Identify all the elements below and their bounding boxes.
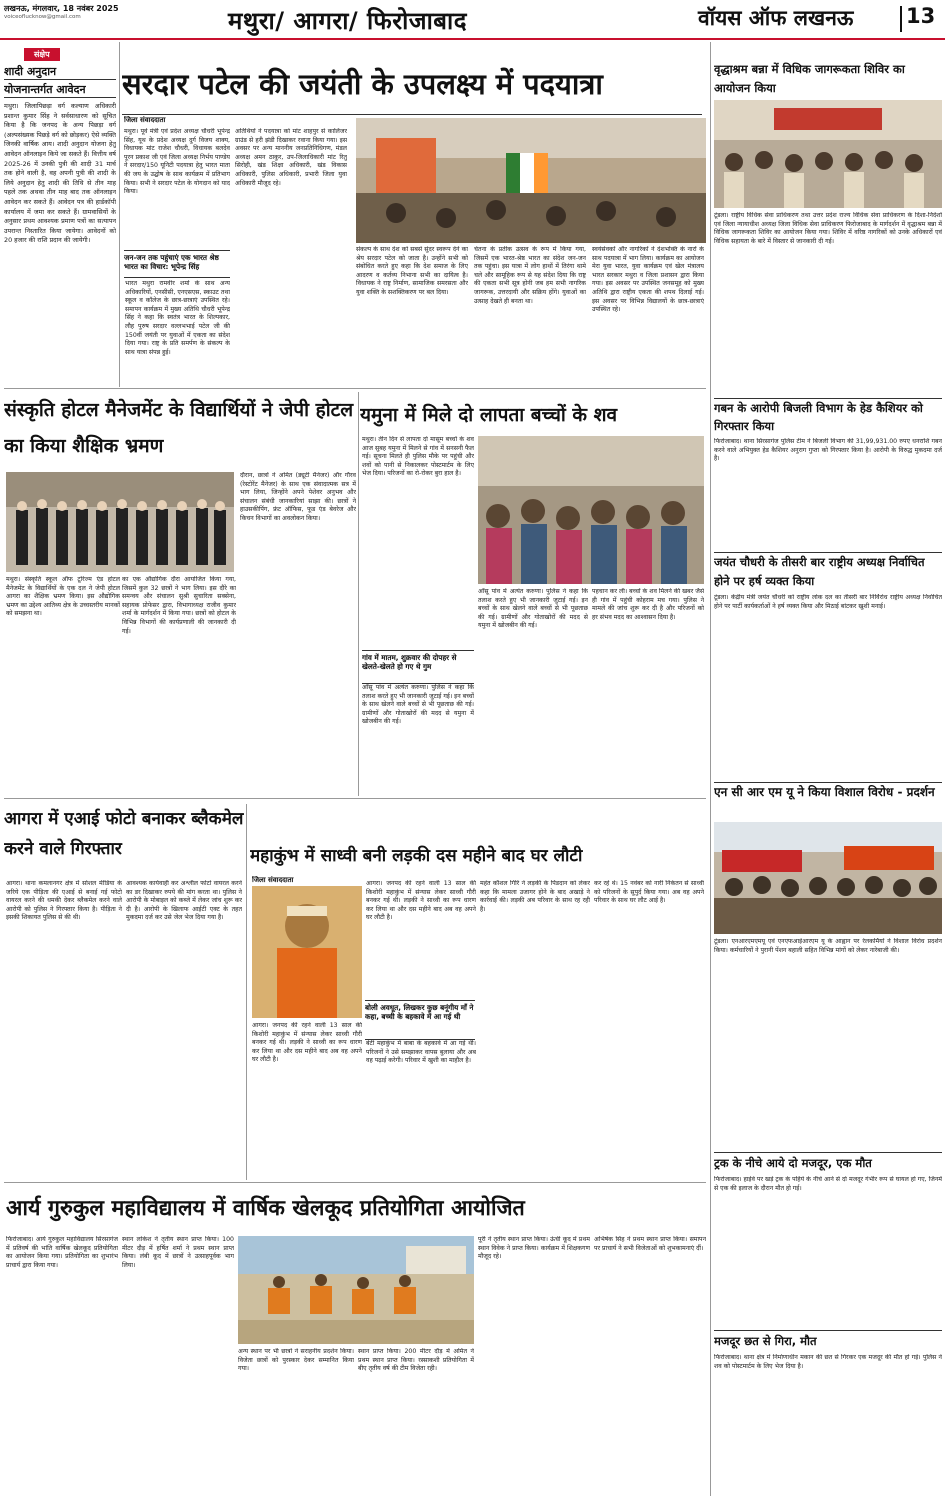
section-rule	[4, 1182, 706, 1183]
art1-col3: भारत मथुरा रामवीर शर्मा के साथ अन्य अधिकारियों, एनसीसी, एनएसएस, स्काउट तथा स्कूल व कॉलेज के छात्र-छात्राएं उपस्थित रहे। समापन कार्यक्रम में मुख्य अतिथि चौधरी भूपेन्द्र सिंह ने कहा कि स्वतंत्र भारत के शिल्पकार, लौह पुरुष सरदार वल्लभभाई पटेल जी की 150वीं जयंती पर युवाओं में एकता का संदेश दिया गया। राष्ट्र के प्रति समर्पण के संकल्प के साथ यात्रा संपन्न हुई।	[125, 280, 230, 356]
art4-col1: आगरा। थाना कमलानगर क्षेत्र में सोशल मीडिया के जरिये एक पीड़िता की एआई से बनाई गई फोटो वायरल करने की धमकी देकर ब्लैकमेल करने वाले आरोपी को पुलिस ने गिरफ्तार किया है। पीड़िता ने इसकी शिकायत पुलिस से की थी।	[6, 880, 122, 922]
art6-col1: फिरोजाबाद। आर्य गुरुकुल महाविद्यालय सिरसागंज में प्रतिवर्ष की भांति वार्षिक खेलकूद प्रतियोगिता का आयोजन किया गया। प्रतियोगिता का शुभारंभ प्राचार्य द्वारा किया गया।	[6, 1236, 118, 1269]
right-a4-photo	[714, 822, 942, 934]
art5-photo	[252, 886, 362, 1018]
art1-headline: सरदार पटेल की जयंती के उपलक्ष्य में पदयात्रा	[122, 62, 702, 115]
brief-column	[4, 42, 116, 387]
art6-photo	[238, 1236, 474, 1344]
email-line: voiceoflucknow@gmail.com	[4, 14, 81, 20]
art6-col3: अन्य स्थान पर भी छात्रों ने सराहनीय प्रदर्शन किया। विजेता छात्रों को पुरस्कार देकर सम्मानित किया गया।	[238, 1348, 354, 1373]
brief-body: मथुरा। जिलापिछड़ा वर्ग कल्याण अधिकारी प्रशान्त कुमार सिंह ने सर्वसाधारण को सूचित किया है कि जनपद के अन्य पिछड़ा वर्ग (अल्पसंख्यक पिछड़े वर्ग को छोड़कर) ऐसे व्यक्ति जिनकी वार्षिक आय। शादी अनुदान योजना हेतु आवेदन ऑनलाइन किये जा सकते हैं। वित्तीय वर्ष 2025-26 में उनकी पुत्री की शादी 31 मार्च तक होने वाली है, वह अपनी पुत्री की शादी के लिये अनुदान हेतु शादी की तिथि से तीन माह पहले तक अथवा तीन माह बाद तक ऑनलाइन आवेदन कर सकते हैं। आवेदन पत्र की हार्डकॉपी कार्यालय में जमा कर सकते हैं। ग्रामवासियों के अनुसार प्रथम आवश्यक प्रमाण पत्रों का सत्यापन उपरान्त निस्तारित किया जायेगा। आवेदनों को 20 हजार की राशि प्रदान की जायेगी।	[4, 102, 116, 245]
brief-tag: संक्षेप	[24, 48, 60, 61]
art5-col1: आगरा। जनपद की रहने वाली 13 साल की किशोरी महाकुंभ में संन्यास लेकर साध्वी गौरी बनकर गई थी। लड़की ने साध्वी का रूप धारण कर लिया था और दस महीने बाद अब वह अपने घर लौटी है।	[366, 880, 476, 922]
section-rule	[4, 388, 706, 389]
art5-col1b: आगरा। जनपद की रहने वाली 13 साल की किशोरी महाकुंभ में संन्यास लेकर साध्वी गौरी बनकर गई थी। लड़की ने साध्वी का रूप धारण कर लिया था और दस महीने बाद अब वह अपने घर लौटी है।	[252, 1022, 362, 1064]
right-a3-body: टूंडला। केंद्रीय मंत्री जयंत चौधरी को राष्ट्रीय लोक दल का तीसरी बार निर्विरोध राष्ट्रीय अध्यक्ष निर्वाचित होने पर पार्टी कार्यकर्ताओं ने हर्ष व्यक्त किया और मिठाई बांटकर खुशी मनाई।	[714, 594, 942, 610]
divider-bar	[900, 6, 902, 32]
art1-pullquote: जन-जन तक पहुंचाएं एक भारत श्रेष्ठ भारत का विचार: भूपेन्द्र सिंह	[124, 250, 230, 278]
art4-headline: आगरा में एआई फोटो बनाकर ब्लैकमेल करने वाले गिरफ्तार	[4, 809, 244, 859]
art5-col3: महंत कौशल गिरि ने लड़की के पिंडदान को लेकर कहा कि मामला उजागर होने के बाद अखाड़े ने कार्रवाई की। लड़की अब परिवार के साथ रह रही है।	[480, 880, 590, 913]
column-rule	[119, 42, 120, 387]
art5-pullquote: बोली अवधूत, लिखकर कुछ बनूंगीय माँ ने कहा, बच्ची के बहकावे में आ गई थी	[365, 1000, 475, 1040]
art3-headline: यमुना में मिले दो लापता बच्चों के शव	[360, 404, 618, 426]
art1-col1: मथुरा। पूर्व मंत्री एवं प्रदेश अध्यक्ष चौधरी भूपेन्द्र सिंह, यूथ के प्रदेश अध्यक्ष दुर्ग विजय शाक्य, विधायक मांट राजेश चौधरी, विधायक बलदेव पूरन प्रकाश जी एवं जिला अध्यक्ष निर्भय पाण्डेय ने सरदार/150 यूनिटी पदयात्रा हेतु भारत माता की जय के उद्घोष के साथ कार्यक्रम में प्रतिभाग किया। सभी ने सरदार पटेल के योगदान को याद किया।	[124, 128, 230, 196]
art5-headline: महाकुंभ में साध्वी बनी लड़की दस महीने बाद घर लौटी	[250, 846, 583, 866]
art6-headline: आर्य गुरुकुल महाविद्यालय में वार्षिक खेलकूद प्रतियोगिता आयोजित	[6, 1196, 525, 1221]
column-rule	[710, 42, 711, 1496]
column-rule	[246, 804, 247, 1180]
art2-photo	[6, 472, 234, 572]
art3-col2b: आँसू पांव में अत्यंत करुणा। पुलिस ने कहा कि तलाश करते हुए भी जानकारी जुटाई गई। इन बच्चों के साथ खेलने वाले बच्चों से भी पूछताछ की गई। ग्रामीणों और गोताखोरों की मदद से यमुना में खोजबीन की गई।	[478, 588, 588, 630]
art6-col5: पूरी ने तृतीय स्थान प्राप्त किया। ऊंची कूद में प्रथम स्थान विवेक ने प्राप्त किया। कार्यक्रम में शिक्षकगण मौजूद रहे।	[478, 1236, 590, 1261]
art1-col2: अतिथियों ने पदयात्रा को मांट शाहपुर से कालिंजर ग्राउंड से हरी झंडी दिखाकर रवाना किया गया। इस अवसर पर अन्य माननीय जनप्रतिनिधिगण, मंडल अध्यक्ष अमन ठाकुर, उप-जिलाधिकारी मांट रितु सिरोही, खंड शिक्षा अधिकारी, खंड विकास अधिकारी, पुलिस अधिकारी, प्रभारी जिला युवा अधिकारी मौजूद रहे।	[235, 128, 347, 187]
brief-title-1: शादी अनुदान	[4, 64, 116, 80]
art1-col6: स्वयंसेवकों और नागरिकों ने देशभक्ति के नारों के साथ पदयात्रा में भाग लिया। कार्यक्रम का आयोजन मेरा युवा भारत, युवा कार्यक्रम एवं खेल मंत्रालय भारत सरकार मथुरा व जिला प्रशासन द्वारा किया गया। इस अवसर पर उपस्थित जनसमूह को मुख्य अतिथि द्वारा राष्ट्रीय एकता की शपथ दिलाई गई। इस अवसर पर विभिन्न विद्यालयों के छात्र-छात्राएं उपस्थित रहे।	[592, 246, 704, 314]
art5-byline: जिला संवाददाता	[252, 876, 294, 884]
art2-col1: मथुरा। संस्कृति स्कूल ऑफ टूरिज्म एंड होटल मैनेजमेंट के विद्यार्थियों के एक दल ने जेपी होटल आगरा का शैक्षिक भ्रमण किया। इस औद्योगिक भ्रमण का उद्देश्य आतिथ्य क्षेत्र के उच्चस्तरीय मानकों को समझना था।	[6, 576, 120, 618]
art4-col2: आवश्यक कार्यवाही कर अश्लील फोटो वायरल करने का डर दिखाकर रुपये की मांग करता था। पुलिस ने आरोपी के मोबाइल को कब्जे में लेकर जांच शुरू कर दी है। आरोपी के खिलाफ आईटी एक्ट के तहत मुकदमा दर्ज कर उसे जेल भेज दिया गया है।	[126, 880, 242, 922]
column-rule	[358, 392, 359, 796]
masthead	[0, 0, 945, 40]
page-number: 13	[906, 4, 936, 28]
art6-col2: स्थान लोकेश ने तृतीय स्थान प्राप्त किया। 100 मीटर दौड़ में हर्षित शर्मा ने प्रथम स्थान प्राप्त किया। लंबी कूद में छात्रों ने उत्साहपूर्वक भाग लिया।	[122, 1236, 234, 1269]
right-a2-headline: गबन के आरोपी बिजली विभाग के हेड कैशियर को गिरफ्तार किया	[714, 398, 942, 435]
art1-col4: संकल्प के साथ देश को सबसे सुंदर स्वरूप देने का श्रेय सरदार पटेल को जाता है। उन्होंने सभी को संबोधित करते हुए कहा कि देश समाज के लिए आदरण व कर्तव्य निभाना सभी का दायित्व है। विधायक ने राष्ट्र निर्माण, सामाजिक समरसता और युवा शक्ति के सशक्तिकरण पर बल दिया।	[356, 246, 468, 296]
right-a5-body: फिरोजाबाद। हाईवे पर खड़े ट्रक के पहिये के नीचे आने से दो मजदूर गंभीर रूप से घायल हो गए, जिनमें से एक की इलाज के दौरान मौत हो गई।	[714, 1176, 942, 1192]
art1-col5: चेतना के प्रतीक उत्सव के रूप में किया गया, जिसमें एक भारत-श्रेष्ठ भारत का संदेश जन-जन तक पहुंचा। इस यात्रा में लोग हाथों में तिरंगा थामे चले और सामूहिक रूप से यह संदेश दिया कि राष्ट्र की एकता सभी सूत्र होनी जब हम सभी नागरिक जागरूक, उत्तरदायी और सक्रिय होंगे। युवाओं का उत्साह देखते ही बनता था।	[474, 246, 586, 305]
right-a2-body: फिरोजाबाद। थाना सिरसागंज पुलिस टीम ने बिजली विभाग की 31,99,931.00 रुपए धनराशि गबन करने वाले अभियुक्त हेड कैशियर अनुराग गुप्ता को गिरफ्तार किया है। आरोपी के विरुद्ध मुकदमा दर्ज है।	[714, 438, 942, 463]
art5-col4: कर रहे थे। 15 नवंबर को नारी निकेतन से साध्वी को परिजनों के सुपुर्द किया गया। अब वह अपने परिवार के साथ घर लौट आई है।	[594, 880, 704, 905]
art1-photo	[356, 118, 706, 243]
right-a1-photo	[714, 100, 942, 208]
paper-name: वॉयस ऑफ लखनऊ	[698, 6, 854, 30]
art2-col2: का एक औद्योगिक दौरा आयोजित किया गया, जिसमें कुल 32 छात्रों ने भाग लिया। इस दौरे का समन्वय और संचालन सुश्री सुचारिता सक्सेना, सहायक प्रोफेसर द्वारा, विभागाध्यक्ष राजीव कुमार शर्मा के मार्गदर्शन में किया गया। छात्रों को होटल के विभिन्न विभागों की कार्यप्रणाली की जानकारी दी गई।	[122, 576, 236, 635]
art3-col2: आँसू पांव में अत्यंत करुणा। पुलिस ने कहा कि तलाश करते हुए भी जानकारी जुटाई गई। इन बच्चों के साथ खेलने वाले बच्चों से भी पूछताछ की गई। ग्रामीणों और गोताखोरों की मदद से यमुना में खोजबीन की गई।	[362, 684, 474, 726]
date-line: लखनऊ, मंगलवार, 18 नवंबर 2025	[4, 4, 119, 13]
right-a4-headline: एन सी आर एम यू ने किया विशाल विरोध - प्रदर्शन	[714, 782, 942, 819]
brief-title-2: योजनान्तर्गत आवेदन	[4, 82, 116, 98]
art5-col2: बेटी महाकुंभ में बाबा के बहकावे में आ गई थी। परिजनों ने उसे समझाकर वापस बुलाया और अब वह पढ़ाई करेगी। परिवार में खुशी का माहौल है।	[366, 1040, 476, 1065]
right-a6-headline: मजदूर छत से गिरा, मौत	[714, 1330, 942, 1351]
art6-col4: स्थान प्राप्त किया। 200 मीटर दौड़ में अमित ने प्रथम स्थान प्राप्त किया। रस्साकशी प्रतियोगिता में बीए तृतीय वर्ष की टीम विजेता रही।	[358, 1348, 474, 1373]
art2-headline: संस्कृति होटल मैनेजमेंट के विद्यार्थियों ने जेपी होटल का किया शैक्षिक भ्रमण	[4, 399, 354, 457]
right-a1-headline: वृद्धाश्रम बन्ना में विधिक जागरूकता शिविर का आयोजन किया	[714, 62, 905, 95]
right-a6-body: फिरोजाबाद। थाना क्षेत्र में निर्माणाधीन मकान की छत से गिरकर एक मजदूर की मौत हो गई। पुलिस ने शव को पोस्टमार्टम के लिए भेज दिया है।	[714, 1354, 942, 1370]
section-rule	[4, 798, 706, 799]
art3-pullquote: गांव में मातम, शुक्रवार की दोपहर से खेलते-खेलते हो गए थे गुम	[362, 650, 474, 684]
right-a5-headline: ट्रक के नीचे आये दो मजदूर, एक मौत	[714, 1152, 942, 1173]
section-title: मथुरा/ आगरा/ फिरोजाबाद	[228, 7, 467, 35]
art2-col3: दौरान, छात्रों ने अमित (ड्यूटी मैनेजर) और गौरव (रेस्टोरेंट मैनेजर) के साथ एक संवादात्मक सत्र में भाग लिया, जिन्होंने अपने पेशेवर अनुभव और संचालन संबंधी जानकारियां साझा की। छात्रों ने हाउसकीपिंग, फ्रंट ऑफिस, फूड एंड बेवरेज और किचन विभागों का अवलोकन किया।	[240, 472, 356, 522]
right-a4-body: टूंडला। एनआरएमएमयू एवं एनएफआईआरएम यू के आह्वान पर रेलकर्मियों ने विशाल विरोध प्रदर्शन किया। कर्मचारियों ने पुरानी पेंशन बहाली सहित विभिन्न मांगों को लेकर नारेबाजी की।	[714, 938, 942, 954]
art3-photo	[478, 436, 704, 584]
art3-col1: मथुरा। तीन दिन से लापता दो मासूम बच्चों के शव आज सुबह यमुना में मिलने से गांव में सनसनी फैल गई। सूचना मिलते ही पुलिस मौके पर पहुंची और शवों को पानी से निकालकर पोस्टमार्टम के लिए भेज दिया। परिजनों का रो-रोकर बुरा हाल है।	[362, 436, 474, 478]
art6-col6: अभिषेक सिंह ने प्रथम स्थान प्राप्त किया। समापन पर प्राचार्य ने सभी विजेताओं को शुभकामनाएं दीं।	[594, 1236, 706, 1252]
art3-col3: पहचान कर ली। बच्चों के शव मिलने की खबर जैसे ही गांव में पहुंची कोहराम मच गया। पुलिस ने मामले की जांच शुरू कर दी है और परिजनों को हर संभव मदद का आश्वासन दिया है।	[592, 588, 704, 621]
art1-byline: जिला संवाददाता	[124, 116, 166, 124]
right-a3-headline: जयंत चौधरी के तीसरी बार राष्ट्रीय अध्यक्ष निर्वाचित होने पर हर्ष व्यक्त किया	[714, 552, 942, 591]
right-a1-body: टूंडला। राष्ट्रीय विधिक सेवा प्राधिकरण तथा उत्तर प्रदेश राज्य विधिक सेवा प्राधिकरण के दिशा-निर्देशों एवं जिला न्यायाधीश अध्यक्ष जिला विधिक सेवा प्राधिकरण फिरोजाबाद के मार्गदर्शन में वृद्धाश्रम बन्ना में विधिक जागरूकता शिविर का आयोजन किया गया। शिविर में वरिष्ठ नागरिकों को उनके अधिकारों एवं विधिक सहायता के बारे में विस्तार से जानकारी दी गई।	[714, 212, 942, 245]
